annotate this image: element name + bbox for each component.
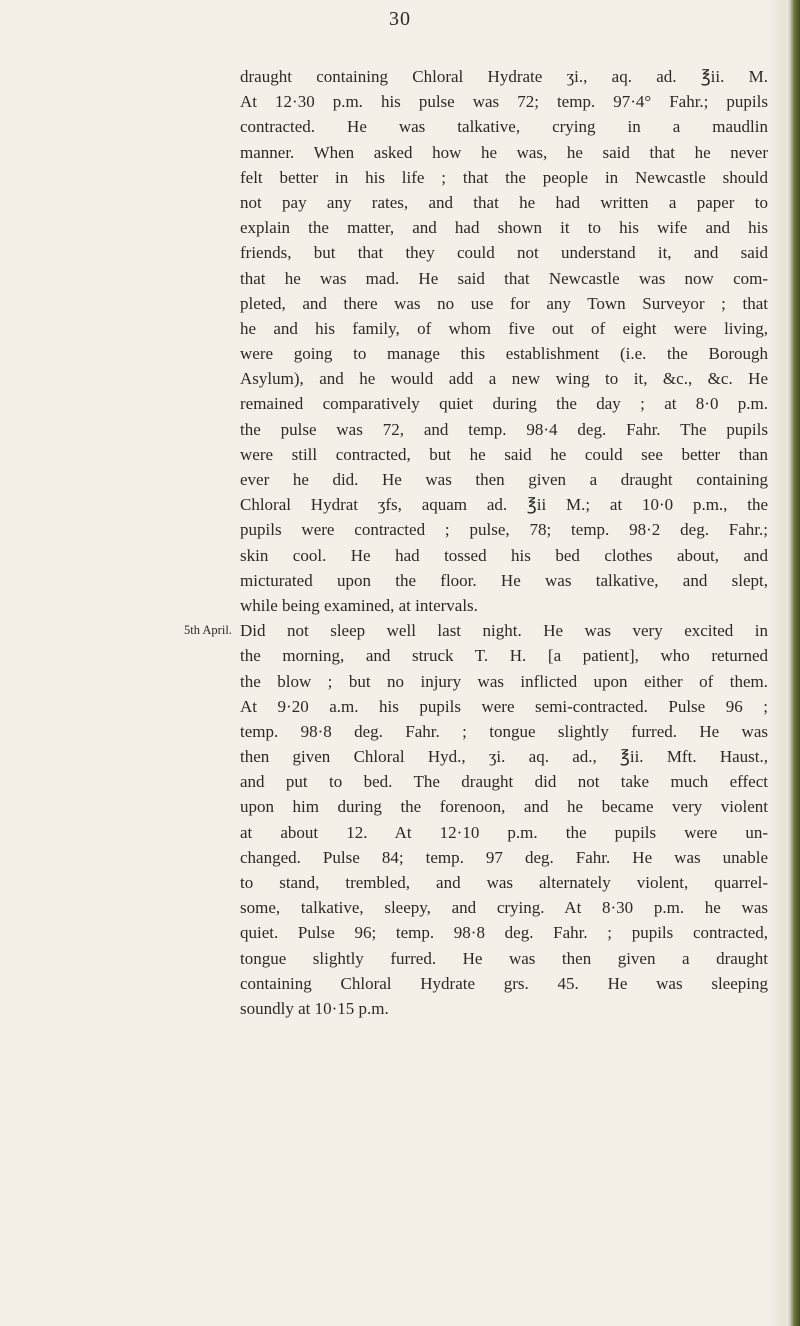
text-line: tongue slightly furred. He was then given a draught [240,948,768,968]
text-line: At 9·20 a.m. his pupils were semi-contracted. Pulse 96 ; [240,696,768,716]
text-line: At 12·30 p.m. his pulse was 72; temp. 97·4° Fahr.; pupils [240,92,768,112]
text-line: while being examined, at intervals. [240,595,478,615]
text-line: felt better in his life ; that the people in Newcastle should [240,167,768,187]
text-line: upon him during the forenoon, and he became very violent [240,797,768,817]
text-line: soundly at 10·15 p.m. [240,998,389,1018]
text-line: ever he did. He was then given a draught containing [240,470,768,489]
text-line: and put to bed. The draught did not take much effect [240,772,768,792]
text-line: at about 12. At 12·10 p.m. the pupils were un- [240,822,768,842]
text-line: the blow ; but no injury was inflicted upon either of them. [240,671,768,691]
margin-note-date: 5th April. [184,623,232,638]
text-line: to stand, trembled, and was alternately violent, quarrel- [240,873,768,892]
text-line: micturated upon the floor. He was talkative, and slept, [240,570,768,590]
text-line: Did not sleep well last night. He was very excited in [240,621,768,641]
text-line: manner. When asked how he was, he said that he never [240,142,768,162]
text-line: the pulse was 72, and temp. 98·4 deg. Fahr. The pupils [240,419,768,439]
binding-shadow [768,0,786,1326]
text-line: pleted, and there was no use for any Town Surveyor ; that [240,293,768,313]
page-number: 30 [389,8,411,30]
text-line: were still contracted, but he said he could see better than [240,444,768,464]
text-line: that he was mad. He said that Newcastle was now com- [240,268,768,288]
text-line: he and his family, of whom five out of eight were living, [240,318,768,338]
text-line: skin cool. He had tossed his bed clothes about, and [240,545,768,565]
text-line: some, talkative, sleepy, and crying. At 8·30 p.m. he was [240,898,768,918]
text-line: changed. Pulse 84; temp. 97 deg. Fahr. He was unable [240,847,768,867]
text-line: the morning, and struck T. H. [a patient], who returned [240,646,768,666]
text-line: were going to manage this establishment (i.e. the Borough [240,344,768,364]
text-line: Asylum), and he would add a new wing to it, &c., &c. He [240,369,768,389]
text-line: remained comparatively quiet during the day ; at 8·0 p.m. [240,394,768,414]
text-line: temp. 98·8 deg. Fahr. ; tongue slightly furred. He was [240,721,768,741]
text-line: friends, but that they could not understand it, and said [240,243,768,263]
text-line: not pay any rates, and that he had written a paper to [240,192,768,212]
text-line: pupils were contracted ; pulse, 78; temp. 98·2 deg. Fahr.; [240,520,768,540]
book-binding-edge [786,0,800,1326]
text-body [240,64,768,1021]
text-line: draught containing Chloral Hydrate ʒi., aq. ad. ℥ii. M. [240,67,768,86]
text-line: then given Chloral Hyd., ʒi. aq. ad., ℥ii. Mft. Haust., [240,747,768,767]
text-line: contracted. He was talkative, crying in a maudlin [240,117,768,137]
text-line: Chloral Hydrat ʒfs, aquam ad. ℥ii M.; at 10·0 p.m., the [240,495,768,515]
text-line: quiet. Pulse 96; temp. 98·8 deg. Fahr. ; pupils contracted, [240,923,768,943]
text-line: explain the matter, and had shown it to his wife and his [240,218,768,238]
text-line: containing Chloral Hydrate grs. 45. He was sleeping [240,973,768,993]
